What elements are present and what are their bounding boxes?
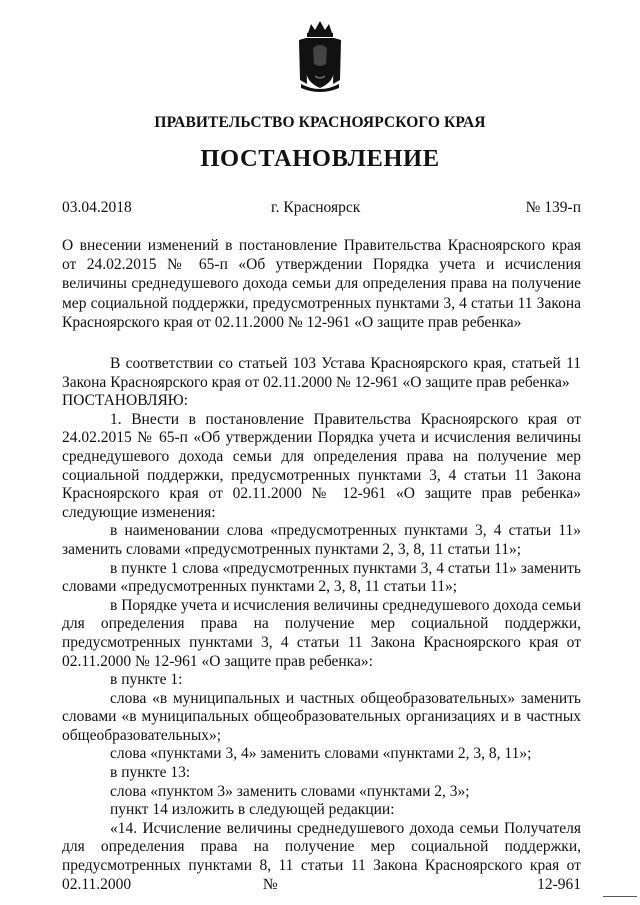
document-city: г. Красноярск (271, 199, 361, 216)
body-paragraph: в Порядке учета и исчисления величины среднедушевого дохода семьи для определения права на получение мер социальной поддержки, предусмотренных пунктами 3, 4 статьи 11 Закона Красноярского края от 02.11.2000 № 12-961 «О защите прав ребенка»: (62, 596, 581, 670)
document-body (62, 355, 581, 894)
body-paragraph: в пункте 13: (110, 764, 191, 782)
document-title: О внесении изменений в постановление Правительства Красноярского края от 24.02.2015 № 65-п «Об утверждении Порядка учета и исчисления величины среднедушевого дохода семьи для определения права на получение мер социальной поддержки, предусмотренных пунктами 3, 4 статьи 11 Закона Красноярского края от 02.11.2000 № 12-961 «О защите прав ребенка» (62, 237, 581, 331)
government-title: ПРАВИТЕЛЬСТВО КРАСНОЯРСКОГО КРАЯ (154, 114, 486, 131)
body-paragraph: в наименовании слова «предусмотренных пунктами 3, 4 статьи 11» заменить словами «предусмотренных пунктами 2, 3, 8, 11 статьи 11»; (62, 522, 581, 558)
decree-word: ПОСТАНОВЛЯЮ: (62, 392, 189, 410)
coat-of-arms-emblem (295, 18, 345, 92)
scan-edge-mark (603, 896, 637, 897)
document-date: 03.04.2018 (62, 199, 132, 216)
body-paragraph: слова «в муниципальных и частных общеобразовательных» заменить словами «в муниципальных общеобразовательных организациях и в частных общеобразовательных»; (62, 689, 581, 744)
body-paragraph: слова «пунктом 3» заменить словами «пунктами 2, 3»; (110, 782, 470, 800)
body-paragraph: 1. Внести в постановление Правительства Красноярского края от 24.02.2015 № 65-п «Об утверждении Порядка учета и исчисления величины среднедушевого дохода семьи для определения права на получение мер социальной поддержки, предусмотренных пунктами 3, 4 статьи 11 Закона Красноярского края от 02.11.2000 № 12-961 «О защите прав ребенка» следующие изменения: (62, 410, 581, 521)
document-number: № 139-п (525, 199, 581, 216)
body-paragraph: слова «пунктами 3, 4» заменить словами «пунктами 2, 3, 8, 11»; (110, 745, 532, 763)
document-type-heading: ПОСТАНОВЛЕНИЕ (200, 145, 440, 172)
body-paragraph: в пункте 1: (110, 671, 183, 689)
body-paragraph: В соответствии со статьей 103 Устава Красноярского края, статьей 11 Закона Красноярского края от 02.11.2000 № 12-961 «О защите прав ребенка» (62, 355, 581, 391)
body-paragraph: в пункте 1 слова «предусмотренных пунктами 3, 4 статьи 11» заменить словами «предусмотренных пунктами 2, 3, 8, 11 статьи 11»; (62, 559, 581, 596)
body-paragraph: «14. Исчисление величины среднедушевого дохода семьи Получателя для определения права на получение мер социальной поддержки, предусмотренных пунктами 8, 11 статьи 11 Закона Красноярского края от 02.11.2000 № 12-961 (62, 819, 581, 893)
body-paragraph: пункт 14 изложить в следующей редакции: (110, 801, 395, 819)
